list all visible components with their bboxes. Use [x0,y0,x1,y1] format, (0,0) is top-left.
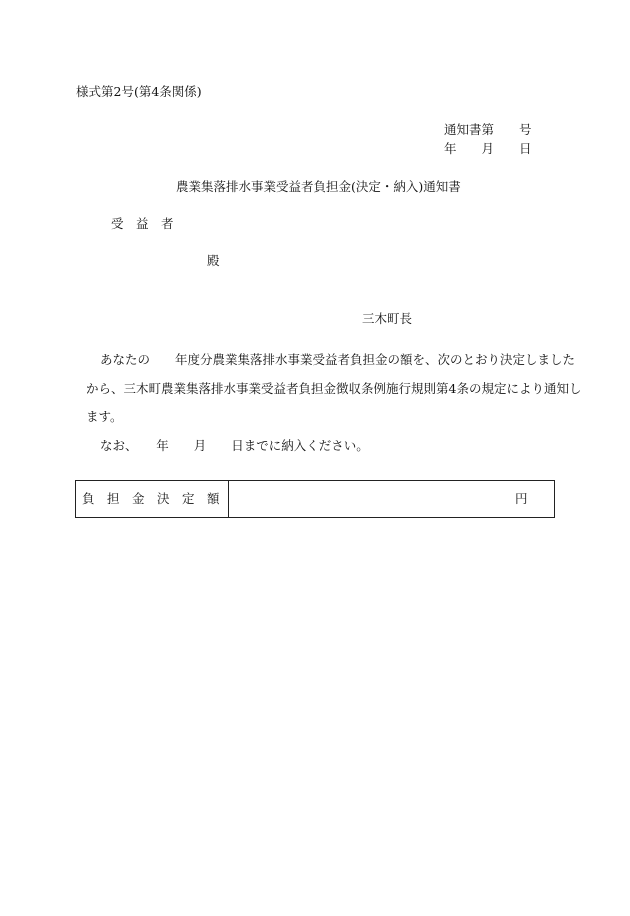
notice-date: 年 月 日 [444,141,532,156]
notice-number: 通知書第 号 [444,122,532,137]
document-title: 農業集落排水事業受益者負担金(決定・納入)通知書 [176,179,461,194]
body-text-line: から、三木町農業集落排水事業受益者負担金徴収条例施行規則第4条の規定により通知し [86,381,582,396]
body-text-line: なお、 年 月 日までに納入ください。 [100,438,369,453]
body-text-line: あなたの 年度分農業集落排水事業受益者負担金の額を、次のとおり決定しました [100,352,576,367]
honorific: 殿 [207,253,220,268]
table-divider [228,481,229,517]
beneficiary-label: 受 益 者 [111,216,174,231]
form-number: 様式第2号(第4条関係) [76,84,202,99]
amount-label: 負 担 金 決 定 額 [82,491,220,506]
amount-unit: 円 [515,491,528,506]
issuer-title: 三木町長 [362,311,413,326]
body-text-line: ます。 [86,409,123,424]
amount-table [75,480,555,518]
